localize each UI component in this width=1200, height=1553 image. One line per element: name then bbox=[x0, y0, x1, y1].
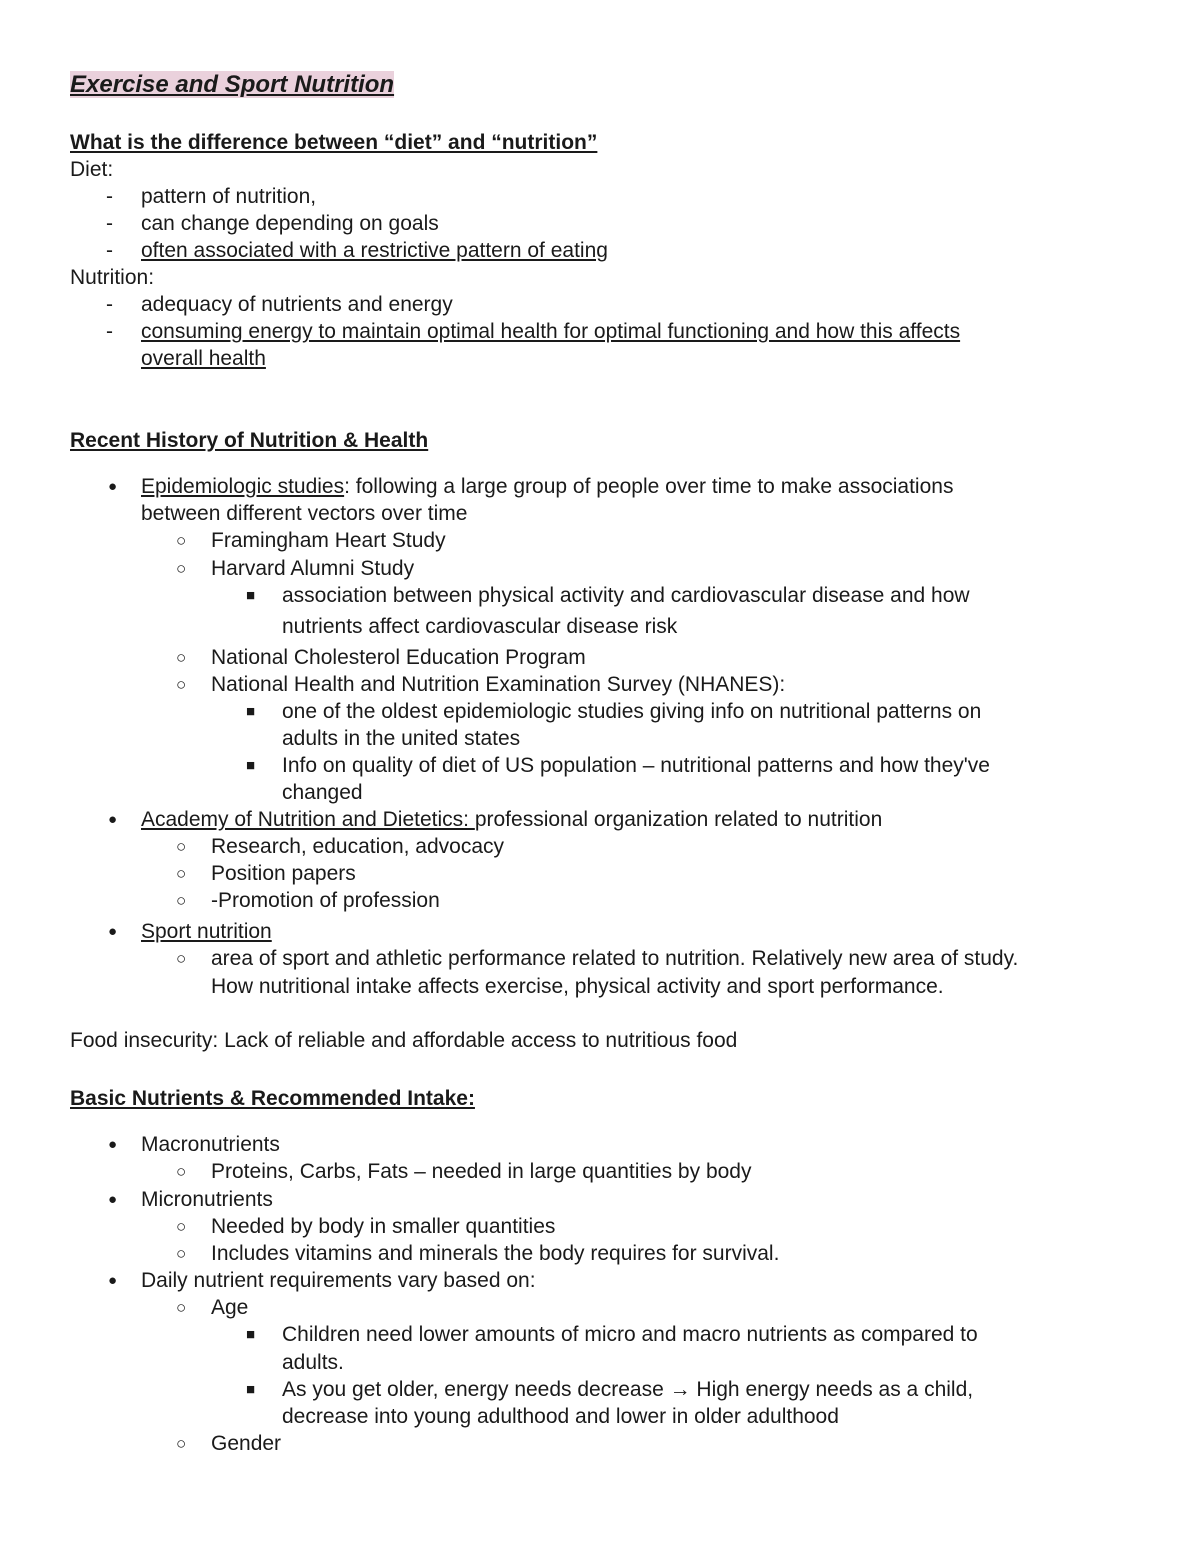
list-item: pattern of nutrition, bbox=[141, 185, 317, 208]
list-item: association between physical activity and cardiovascular disease and how bbox=[282, 584, 970, 607]
list-item-continuation: decrease into young adulthood and lower in older adulthood bbox=[282, 1405, 839, 1428]
list-item: often associated with a restrictive pattern of eating bbox=[141, 239, 608, 262]
circle-marker: ○ bbox=[176, 1217, 187, 1236]
list-item: Sport nutrition bbox=[141, 920, 272, 943]
list-item: Info on quality of diet of US population – nutritional patterns and how they've bbox=[282, 754, 990, 777]
square-marker: ■ bbox=[246, 757, 256, 774]
list-item-continuation: adults. bbox=[282, 1351, 344, 1374]
list-item-continuation: changed bbox=[282, 781, 363, 804]
section-heading-diff: What is the difference between “diet” and “nutrition” bbox=[70, 131, 598, 154]
list-item: Research, education, advocacy bbox=[211, 835, 505, 858]
square-marker: ■ bbox=[246, 587, 256, 604]
section-heading-nutrients: Basic Nutrients & Recommended Intake: bbox=[70, 1087, 475, 1110]
list-item: one of the oldest epidemiologic studies giving info on nutritional patterns on bbox=[282, 700, 982, 723]
circle-marker: ○ bbox=[176, 949, 187, 968]
list-item: National Cholesterol Education Program bbox=[211, 646, 586, 669]
circle-marker: ○ bbox=[176, 891, 187, 910]
circle-marker: ○ bbox=[176, 1162, 187, 1181]
list-item-continuation: between different vectors over time bbox=[141, 502, 468, 525]
list-item: consuming energy to maintain optimal health for optimal functioning and how this affects bbox=[141, 320, 961, 343]
circle-marker: ○ bbox=[176, 648, 187, 667]
square-marker: ■ bbox=[246, 703, 256, 720]
circle-marker: ○ bbox=[176, 837, 187, 856]
list-item: National Health and Nutrition Examination Survey (NHANES): bbox=[211, 673, 786, 696]
page-title: Exercise and Sport Nutrition bbox=[70, 71, 395, 98]
list-item: adequacy of nutrients and energy bbox=[141, 293, 453, 316]
bullet-marker: ● bbox=[108, 923, 118, 940]
list-item: Children need lower amounts of micro and macro nutrients as compared to bbox=[282, 1323, 978, 1346]
list-item: Proteins, Carbs, Fats – needed in large quantities by body bbox=[211, 1160, 752, 1183]
list-item: -Promotion of profession bbox=[211, 889, 440, 912]
dash-marker: - bbox=[106, 293, 113, 316]
list-item: Framingham Heart Study bbox=[211, 529, 446, 552]
nutrition-label: Nutrition: bbox=[70, 266, 155, 289]
bullet-marker: ● bbox=[108, 478, 118, 495]
list-item: Micronutrients bbox=[141, 1188, 273, 1211]
circle-marker: ○ bbox=[176, 1244, 187, 1263]
bullet-marker: ● bbox=[108, 811, 118, 828]
food-insecurity-definition: Food insecurity: Lack of reliable and affordable access to nutritious food bbox=[70, 1029, 738, 1052]
list-item: As you get older, energy needs decrease → High energy needs as a child, bbox=[282, 1378, 974, 1401]
circle-marker: ○ bbox=[176, 675, 187, 694]
list-item-continuation: overall health bbox=[141, 347, 266, 370]
circle-marker: ○ bbox=[176, 1298, 187, 1317]
square-marker: ■ bbox=[246, 1381, 256, 1398]
circle-marker: ○ bbox=[176, 864, 187, 883]
bullet-marker: ● bbox=[108, 1272, 118, 1289]
diet-label: Diet: bbox=[70, 158, 114, 181]
list-item-continuation: adults in the united states bbox=[282, 727, 521, 750]
section-heading-history: Recent History of Nutrition & Health bbox=[70, 429, 429, 452]
list-item-continuation: How nutritional intake affects exercise, physical activity and sport performance. bbox=[211, 975, 944, 998]
dash-marker: - bbox=[106, 320, 113, 343]
list-item: Macronutrients bbox=[141, 1133, 280, 1156]
circle-marker: ○ bbox=[176, 531, 187, 550]
list-item: Academy of Nutrition and Dietetics: professional organization related to nutrition bbox=[141, 808, 883, 831]
list-item: Harvard Alumni Study bbox=[211, 557, 415, 580]
list-item: area of sport and athletic performance related to nutrition. Relatively new area of study. bbox=[211, 947, 1019, 970]
list-item: Includes vitamins and minerals the body requires for survival. bbox=[211, 1242, 780, 1265]
list-item-continuation: nutrients affect cardiovascular disease risk bbox=[282, 615, 678, 638]
square-marker: ■ bbox=[246, 1326, 256, 1343]
list-item: Needed by body in smaller quantities bbox=[211, 1215, 556, 1238]
dash-marker: - bbox=[106, 185, 113, 208]
list-item: Daily nutrient requirements vary based on: bbox=[141, 1269, 536, 1292]
list-item: Age bbox=[211, 1296, 249, 1319]
circle-marker: ○ bbox=[176, 1434, 187, 1453]
bullet-marker: ● bbox=[108, 1136, 118, 1153]
circle-marker: ○ bbox=[176, 559, 187, 578]
list-item: can change depending on goals bbox=[141, 212, 439, 235]
dash-marker: - bbox=[106, 212, 113, 235]
dash-marker: - bbox=[106, 239, 113, 262]
bullet-marker: ● bbox=[108, 1191, 118, 1208]
list-item: Epidemiologic studies: following a large group of people over time to make associations bbox=[141, 475, 954, 498]
list-item: Gender bbox=[211, 1432, 282, 1455]
list-item: Position papers bbox=[211, 862, 356, 885]
